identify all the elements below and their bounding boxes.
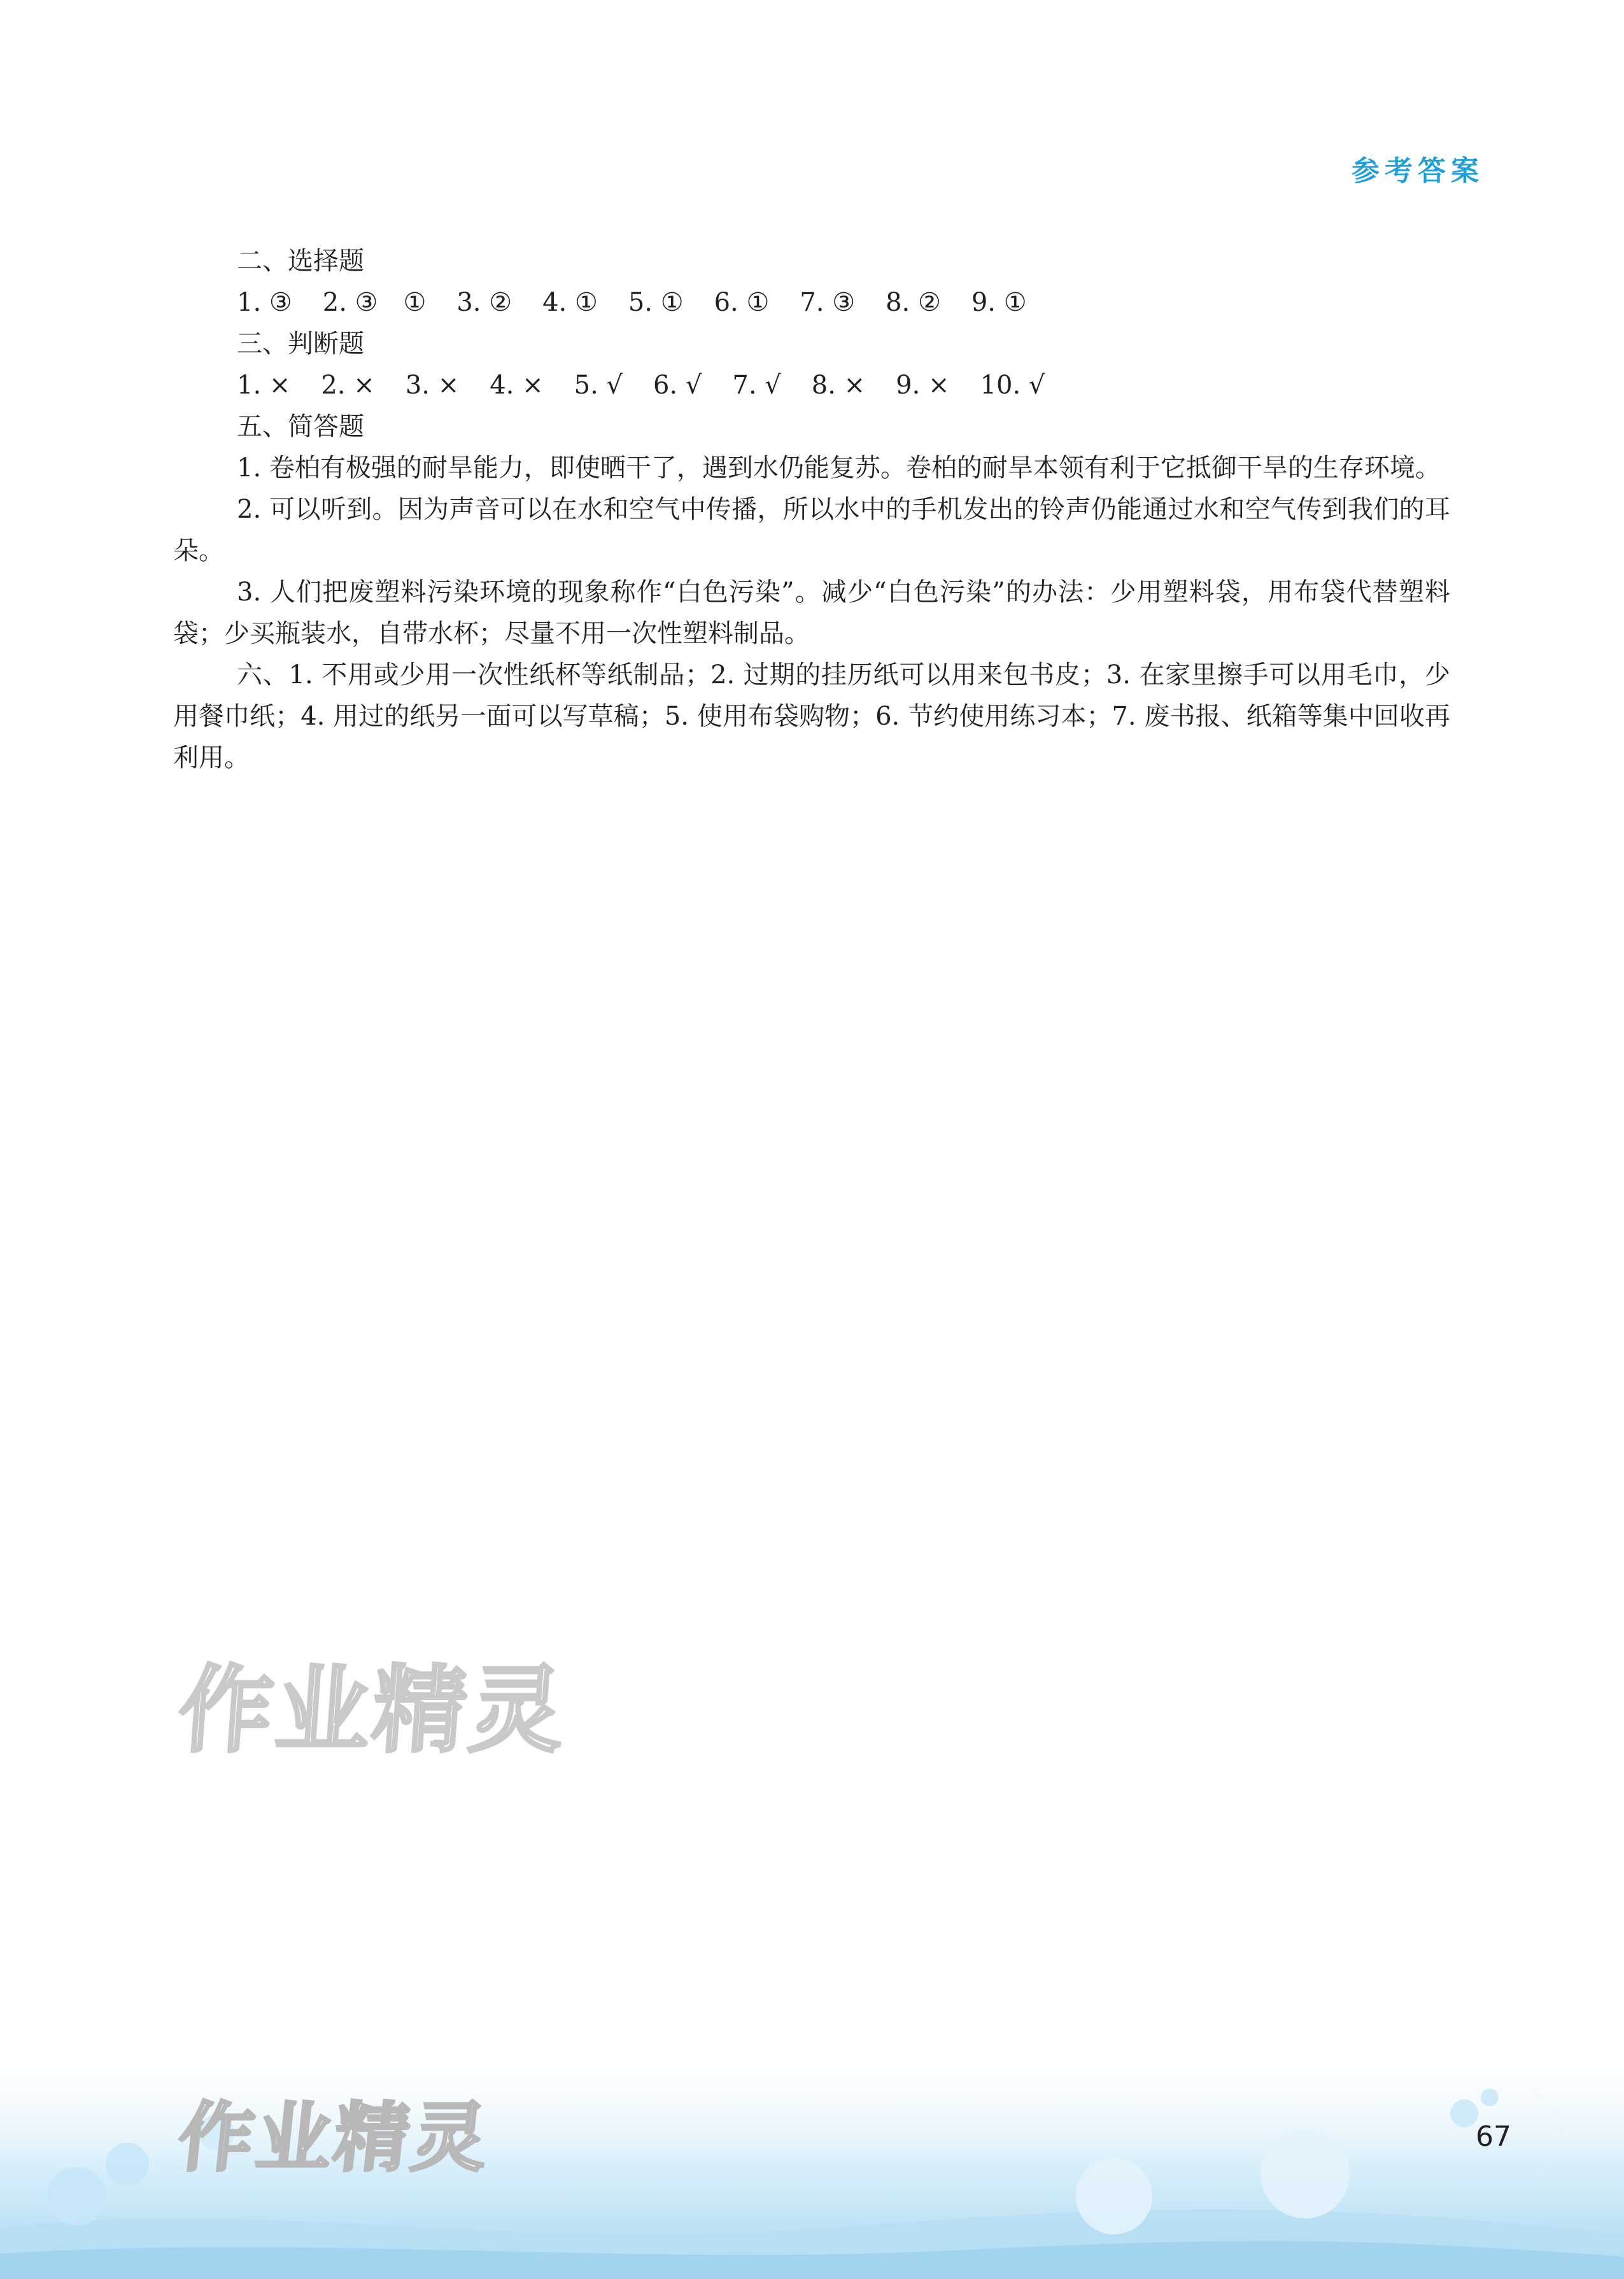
watermark-bottom: 作业精灵 xyxy=(174,2094,495,2182)
choice-answers xyxy=(173,282,1450,323)
judge-answers xyxy=(173,365,1450,406)
answer-item: 4. × xyxy=(490,371,544,400)
short-answer-1: 1. 卷柏有极强的耐旱能力，即使晒干了，遇到水仍能复苏。卷柏的耐旱本领有利于它抵御干旱的生存环境。 xyxy=(237,453,1441,483)
answer-item: 8. × xyxy=(811,371,866,400)
watermark-middle: 作业精灵 xyxy=(175,1656,570,1765)
section-heading-short: 五、简答题 xyxy=(237,412,364,441)
answer-item: 7. √ xyxy=(732,371,781,400)
section-heading-judge: 三、判断题 xyxy=(237,329,364,359)
section-six-answer: 六、1. 不用或少用一次性纸杯等纸制品；2. 过期的挂历纸可以用来包书皮；3. 在家里擦手可以用毛巾，少用餐巾纸；4. 用过的纸另一面可以写草稿；5. 使用布袋购物；6. 节约使用练习本；7. 废书报、纸箱等集中回收再利用。 xyxy=(173,660,1450,772)
answer-item: 3. × xyxy=(405,371,460,400)
answer-item: 8. ② xyxy=(886,288,941,317)
answer-item: 1. ③ xyxy=(237,288,292,317)
answer-item: 5. √ xyxy=(574,371,623,400)
answer-content xyxy=(173,241,1450,779)
answer-item: 9. ① xyxy=(971,288,1027,317)
answer-item: 6. ① xyxy=(714,288,770,317)
short-answer-3: 3. 人们把废塑料污染环境的现象称作“白色污染”。减少“白色污染”的办法：少用塑料袋，用布袋代替塑料袋；少买瓶装水，自带水杯；尽量不用一次性塑料制品。 xyxy=(173,578,1450,648)
answer-item: 7. ③ xyxy=(800,288,856,317)
page-number: 67 xyxy=(1476,2120,1511,2153)
page-header-title: 参考答案 xyxy=(1352,155,1484,187)
section-heading-choice: 二、选择题 xyxy=(237,246,364,276)
answer-item: 2. ③ ① xyxy=(322,288,427,317)
answer-item: 4. ① xyxy=(542,288,598,317)
answer-item: 9. × xyxy=(896,371,950,400)
answer-item: 1. × xyxy=(237,371,291,400)
answer-item: 6. √ xyxy=(653,371,702,400)
short-answer-2: 2. 可以听到。因为声音可以在水和空气中传播，所以水中的手机发出的铃声仍能通过水和空气传到我们的耳朵。 xyxy=(173,495,1450,565)
answer-item: 5. ① xyxy=(628,288,684,317)
answer-item: 3. ② xyxy=(456,288,512,317)
answer-item: 2. × xyxy=(321,371,375,400)
answer-item: 10. √ xyxy=(980,371,1045,400)
